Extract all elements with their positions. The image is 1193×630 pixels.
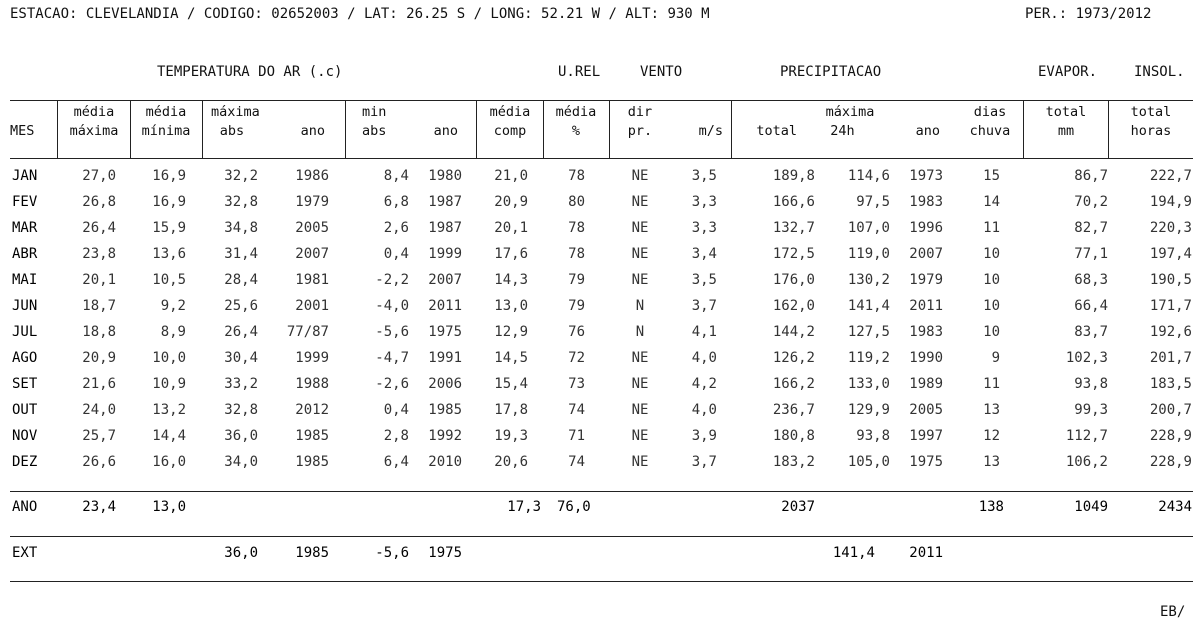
cell-ms: 3,5: [691, 168, 717, 184]
cell-media-minima: 10,9: [152, 376, 186, 392]
cell-media-comp: 20,1: [494, 220, 528, 236]
cell-maxima-abs: 26,4: [224, 324, 258, 340]
cell-maxima-abs: 36,0: [224, 428, 258, 444]
cell-mes: JAN: [12, 168, 38, 184]
col-mes: MES: [10, 123, 35, 139]
cell-dias: 9: [991, 350, 1000, 366]
cell-dias: 12: [983, 428, 1000, 444]
cell-media-maxima: 18,8: [82, 324, 116, 340]
cell-dir: NE: [631, 402, 649, 418]
cell-maxima-abs: 34,0: [224, 454, 258, 470]
cell-prec-ano: 1996: [909, 220, 943, 236]
col-evap-1: total: [1045, 104, 1087, 120]
cell-ms: 4,2: [691, 376, 717, 392]
col-ms: m/s: [698, 123, 723, 139]
cell-min-abs: 6,8: [383, 194, 409, 210]
cell-min-ano: 1999: [428, 246, 462, 262]
cell-prec-ano: 1983: [909, 324, 943, 340]
cell-ms: 4,1: [691, 324, 717, 340]
cell-evap-total: 77,1: [1074, 246, 1108, 262]
col-media-pct-2: %: [571, 123, 581, 139]
cell-min-abs: -2,6: [375, 376, 409, 392]
col-media-pct-1: média: [555, 104, 597, 120]
col-media-maxima-1: média: [73, 104, 115, 120]
cell-media-comp: 14,3: [494, 272, 528, 288]
cell-media-maxima: 27,0: [82, 168, 116, 184]
cell-min-abs: 8,4: [383, 168, 409, 184]
cell-maxima-ano: 77/87: [286, 324, 329, 340]
cell-ms: 4,0: [691, 402, 717, 418]
col-min-ano: ano: [433, 123, 458, 139]
cell-insol-total: 171,7: [1149, 298, 1192, 314]
station-info: ESTACAO: CLEVELANDIA / CODIGO: 02652003 / LAT: 26.25 S / LONG: 52.21 W / ALT: 930 M: [10, 6, 710, 22]
cell-prec-ano: 1997: [909, 428, 943, 444]
cell-mes: JUL: [12, 324, 38, 340]
col-maxima-abs-1: máxima: [211, 104, 260, 120]
cell-prec-total: 132,7: [772, 220, 815, 236]
cell-maxima-abs: 32,2: [224, 168, 258, 184]
cell-prec-total: 126,2: [772, 350, 815, 366]
col-insol-2: horas: [1130, 123, 1172, 139]
cell-maxima-abs: 25,6: [224, 298, 258, 314]
cell-evap-total: 106,2: [1065, 454, 1108, 470]
cell-media-maxima: 25,7: [82, 428, 116, 444]
cell-ms: 4,0: [691, 350, 717, 366]
cell-prec-max: 133,0: [847, 376, 890, 392]
col-media-minima-1: média: [145, 104, 187, 120]
cell-maxima-ano: 2007: [295, 246, 329, 262]
col-separator: [731, 101, 732, 159]
cell-insol-total: 201,7: [1149, 350, 1192, 366]
cell-dir: NE: [631, 246, 649, 262]
col-maxima-abs-2: abs: [219, 123, 245, 139]
cell-dias: 13: [983, 402, 1000, 418]
summary-bottom-rule: [10, 581, 1193, 582]
cell-media-maxima: 26,8: [82, 194, 116, 210]
cell-media-minima: 16,9: [152, 194, 186, 210]
col-media-minima-2: mínima: [141, 123, 191, 139]
cell-media-pct: 74: [568, 454, 585, 470]
cell-media-minima: 8,9: [160, 324, 186, 340]
summary-top-rule: [10, 491, 1193, 492]
cell-media-minima: 10,5: [152, 272, 186, 288]
ano-insol-total: 2434: [1158, 499, 1192, 515]
cell-media-minima: 13,2: [152, 402, 186, 418]
cell-prec-total: 172,5: [772, 246, 815, 262]
cell-maxima-ano: 2001: [295, 298, 329, 314]
cell-media-comp: 13,0: [494, 298, 528, 314]
cell-insol-total: 228,9: [1149, 428, 1192, 444]
cell-prec-total: 162,0: [772, 298, 815, 314]
group-wind: VENTO: [640, 64, 683, 80]
cell-min-abs: 0,4: [383, 246, 409, 262]
cell-media-minima: 14,4: [152, 428, 186, 444]
cell-maxima-abs: 28,4: [224, 272, 258, 288]
cell-evap-total: 102,3: [1065, 350, 1108, 366]
cell-dias: 13: [983, 454, 1000, 470]
cell-media-comp: 20,9: [494, 194, 528, 210]
cell-maxima-ano: 2005: [295, 220, 329, 236]
cell-media-comp: 19,3: [494, 428, 528, 444]
cell-prec-total: 180,8: [772, 428, 815, 444]
col-dir-1: dir: [627, 104, 653, 120]
header-bottom-rule: [10, 158, 1193, 159]
cell-prec-max: 119,2: [847, 350, 890, 366]
cell-maxima-abs: 30,4: [224, 350, 258, 366]
cell-evap-total: 68,3: [1074, 272, 1108, 288]
col-prec-ano: ano: [915, 123, 940, 139]
col-maxima-ano: ano: [300, 123, 325, 139]
cell-min-abs: 6,4: [383, 454, 409, 470]
cell-dir: NE: [631, 350, 649, 366]
cell-insol-total: 220,3: [1149, 220, 1192, 236]
period-label: PER.: 1973/2012: [1025, 6, 1152, 22]
cell-insol-total: 197,4: [1149, 246, 1192, 262]
cell-mes: DEZ: [12, 454, 38, 470]
cell-media-pct: 74: [568, 402, 585, 418]
cell-prec-ano: 1990: [909, 350, 943, 366]
cell-media-maxima: 20,1: [82, 272, 116, 288]
cell-evap-total: 82,7: [1074, 220, 1108, 236]
ext-min-abs: -5,6: [375, 545, 409, 561]
cell-media-comp: 21,0: [494, 168, 528, 184]
cell-dir: NE: [631, 272, 649, 288]
cell-media-comp: 17,8: [494, 402, 528, 418]
cell-maxima-ano: 1986: [295, 168, 329, 184]
cell-prec-max: 129,9: [847, 402, 890, 418]
cell-media-maxima: 18,7: [82, 298, 116, 314]
group-evapor: EVAPOR.: [1038, 64, 1098, 80]
cell-mes: MAI: [12, 272, 38, 288]
cell-dias: 10: [983, 298, 1000, 314]
cell-prec-total: 176,0: [772, 272, 815, 288]
cell-media-minima: 10,0: [152, 350, 186, 366]
cell-ms: 3,4: [691, 246, 717, 262]
cell-prec-ano: 1973: [909, 168, 943, 184]
cell-maxima-abs: 31,4: [224, 246, 258, 262]
ano-evap-total: 1049: [1074, 499, 1108, 515]
cell-ms: 3,5: [691, 272, 717, 288]
cell-maxima-abs: 32,8: [224, 194, 258, 210]
cell-dir: NE: [631, 220, 649, 236]
cell-dias: 11: [983, 220, 1000, 236]
cell-mes: AGO: [12, 350, 38, 366]
cell-media-minima: 15,9: [152, 220, 186, 236]
ext-prec-max: 141,4: [832, 545, 875, 561]
cell-min-ano: 1992: [428, 428, 462, 444]
cell-ms: 3,3: [691, 220, 717, 236]
ext-min-ano: 1975: [428, 545, 462, 561]
cell-evap-total: 66,4: [1074, 298, 1108, 314]
cell-dir: NE: [631, 428, 649, 444]
cell-dias: 10: [983, 324, 1000, 340]
cell-min-ano: 1975: [428, 324, 462, 340]
col-dias-2: chuva: [969, 123, 1011, 139]
ano-label: ANO: [12, 499, 38, 515]
cell-dir: N: [635, 298, 645, 314]
cell-ms: 3,7: [691, 454, 717, 470]
cell-prec-ano: 1989: [909, 376, 943, 392]
group-insol: INSOL.: [1134, 64, 1185, 80]
cell-min-ano: 2007: [428, 272, 462, 288]
cell-prec-total: 183,2: [772, 454, 815, 470]
cell-media-comp: 12,9: [494, 324, 528, 340]
cell-media-maxima: 21,6: [82, 376, 116, 392]
cell-media-minima: 16,9: [152, 168, 186, 184]
cell-ms: 3,7: [691, 298, 717, 314]
cell-evap-total: 93,8: [1074, 376, 1108, 392]
cell-prec-max: 93,8: [856, 428, 890, 444]
cell-prec-max: 114,6: [847, 168, 890, 184]
ext-maxima-abs: 36,0: [224, 545, 258, 561]
cell-dias: 15: [983, 168, 1000, 184]
col-media-maxima-2: máxima: [69, 123, 119, 139]
col-media-comp-2: comp: [493, 123, 527, 139]
cell-prec-ano: 1975: [909, 454, 943, 470]
cell-insol-total: 194,9: [1149, 194, 1192, 210]
cell-dir: NE: [631, 376, 649, 392]
cell-ms: 3,9: [691, 428, 717, 444]
cell-prec-max: 127,5: [847, 324, 890, 340]
cell-prec-total: 166,6: [772, 194, 815, 210]
cell-media-pct: 79: [568, 272, 585, 288]
cell-prec-ano: 2005: [909, 402, 943, 418]
cell-dias: 10: [983, 272, 1000, 288]
col-evap-2: mm: [1057, 123, 1075, 139]
cell-mes: ABR: [12, 246, 38, 262]
cell-media-pct: 79: [568, 298, 585, 314]
cell-insol-total: 190,5: [1149, 272, 1192, 288]
cell-prec-max: 130,2: [847, 272, 890, 288]
cell-prec-ano: 2007: [909, 246, 943, 262]
cell-media-minima: 13,6: [152, 246, 186, 262]
cell-maxima-ano: 1981: [295, 272, 329, 288]
col-dir-2: pr.: [627, 123, 653, 139]
col-separator: [130, 101, 131, 159]
cell-dias: 10: [983, 246, 1000, 262]
col-prec-total: total: [756, 123, 797, 139]
cell-prec-max: 97,5: [856, 194, 890, 210]
header-top-rule: [10, 100, 1193, 101]
cell-media-comp: 14,5: [494, 350, 528, 366]
footer-mark: EB/: [1160, 604, 1186, 620]
cell-media-pct: 73: [568, 376, 585, 392]
ext-prec-ano: 2011: [909, 545, 943, 561]
cell-min-ano: 2011: [428, 298, 462, 314]
cell-prec-max: 107,0: [847, 220, 890, 236]
summary-mid-rule: [10, 536, 1193, 537]
cell-maxima-ano: 1979: [295, 194, 329, 210]
col-separator: [1023, 101, 1024, 159]
cell-evap-total: 86,7: [1074, 168, 1108, 184]
cell-maxima-ano: 1999: [295, 350, 329, 366]
cell-media-pct: 78: [568, 220, 585, 236]
col-separator: [345, 101, 346, 159]
cell-media-pct: 72: [568, 350, 585, 366]
cell-mes: JUN: [12, 298, 38, 314]
cell-min-ano: 1980: [428, 168, 462, 184]
cell-media-pct: 80: [568, 194, 585, 210]
cell-prec-max: 141,4: [847, 298, 890, 314]
cell-mes: SET: [12, 376, 38, 392]
cell-min-abs: -2,2: [375, 272, 409, 288]
cell-dir: N: [635, 324, 645, 340]
cell-media-comp: 20,6: [494, 454, 528, 470]
group-precip: PRECIPITACAO: [780, 64, 882, 80]
cell-insol-total: 222,7: [1149, 168, 1192, 184]
cell-media-maxima: 24,0: [82, 402, 116, 418]
cell-insol-total: 192,6: [1149, 324, 1192, 340]
cell-media-maxima: 20,9: [82, 350, 116, 366]
cell-maxima-abs: 34,8: [224, 220, 258, 236]
cell-min-ano: 1987: [428, 220, 462, 236]
col-separator: [543, 101, 544, 159]
cell-prec-ano: 1979: [909, 272, 943, 288]
cell-dir: NE: [631, 168, 649, 184]
cell-dias: 11: [983, 376, 1000, 392]
col-separator: [476, 101, 477, 159]
ano-media-comp: 17,3: [507, 499, 541, 515]
col-min-abs-2: abs: [362, 123, 387, 139]
cell-evap-total: 70,2: [1074, 194, 1108, 210]
cell-prec-total: 236,7: [772, 402, 815, 418]
cell-maxima-ano: 1985: [295, 454, 329, 470]
cell-prec-total: 166,2: [772, 376, 815, 392]
cell-min-ano: 1987: [428, 194, 462, 210]
cell-evap-total: 112,7: [1065, 428, 1108, 444]
group-urel: U.REL: [558, 64, 601, 80]
cell-min-abs: -4,0: [375, 298, 409, 314]
cell-min-ano: 2006: [428, 376, 462, 392]
ext-maxima-ano: 1985: [295, 545, 329, 561]
cell-maxima-ano: 1985: [295, 428, 329, 444]
cell-media-minima: 16,0: [152, 454, 186, 470]
cell-media-pct: 76: [568, 324, 585, 340]
cell-mes: MAR: [12, 220, 38, 236]
cell-media-maxima: 23,8: [82, 246, 116, 262]
ano-media-maxima: 23,4: [82, 499, 116, 515]
cell-min-abs: 2,6: [383, 220, 409, 236]
cell-media-pct: 78: [568, 246, 585, 262]
cell-min-abs: -5,6: [375, 324, 409, 340]
ano-prec-total: 2037: [781, 499, 815, 515]
col-prec-max-2: 24h: [830, 123, 855, 139]
cell-prec-max: 119,0: [847, 246, 890, 262]
cell-min-abs: 2,8: [383, 428, 409, 444]
cell-media-pct: 78: [568, 168, 585, 184]
cell-dir: NE: [631, 454, 649, 470]
ano-media-minima: 13,0: [152, 499, 186, 515]
cell-insol-total: 200,7: [1149, 402, 1192, 418]
cell-prec-ano: 2011: [909, 298, 943, 314]
cell-min-abs: -4,7: [375, 350, 409, 366]
cell-prec-ano: 1983: [909, 194, 943, 210]
cell-min-ano: 1985: [428, 402, 462, 418]
cell-ms: 3,3: [691, 194, 717, 210]
group-temperature: TEMPERATURA DO AR (.c): [157, 64, 343, 80]
cell-prec-max: 105,0: [847, 454, 890, 470]
col-media-comp-1: média: [489, 104, 531, 120]
col-separator: [57, 101, 58, 159]
cell-mes: NOV: [12, 428, 38, 444]
cell-media-pct: 71: [568, 428, 585, 444]
col-separator: [202, 101, 203, 159]
col-insol-1: total: [1130, 104, 1172, 120]
cell-maxima-abs: 33,2: [224, 376, 258, 392]
cell-prec-total: 189,8: [772, 168, 815, 184]
cell-min-ano: 1991: [428, 350, 462, 366]
cell-min-ano: 2010: [428, 454, 462, 470]
col-min-abs-1: min: [362, 104, 387, 120]
cell-mes: OUT: [12, 402, 38, 418]
col-separator: [1108, 101, 1109, 159]
col-dias-1: dias: [973, 104, 1007, 120]
ano-media-pct: 76,0: [557, 499, 591, 515]
cell-evap-total: 99,3: [1074, 402, 1108, 418]
cell-maxima-abs: 32,8: [224, 402, 258, 418]
col-separator: [609, 101, 610, 159]
cell-min-abs: 0,4: [383, 402, 409, 418]
cell-evap-total: 83,7: [1074, 324, 1108, 340]
cell-dias: 14: [983, 194, 1000, 210]
cell-media-maxima: 26,4: [82, 220, 116, 236]
cell-prec-total: 144,2: [772, 324, 815, 340]
ano-dias: 138: [978, 499, 1004, 515]
col-prec-max-1: máxima: [825, 104, 875, 120]
cell-media-comp: 15,4: [494, 376, 528, 392]
cell-insol-total: 228,9: [1149, 454, 1192, 470]
cell-media-minima: 9,2: [160, 298, 186, 314]
cell-media-maxima: 26,6: [82, 454, 116, 470]
ext-label: EXT: [12, 545, 38, 561]
cell-maxima-ano: 2012: [295, 402, 329, 418]
cell-dir: NE: [631, 194, 649, 210]
cell-media-comp: 17,6: [494, 246, 528, 262]
cell-insol-total: 183,5: [1149, 376, 1192, 392]
cell-maxima-ano: 1988: [295, 376, 329, 392]
cell-mes: FEV: [12, 194, 38, 210]
